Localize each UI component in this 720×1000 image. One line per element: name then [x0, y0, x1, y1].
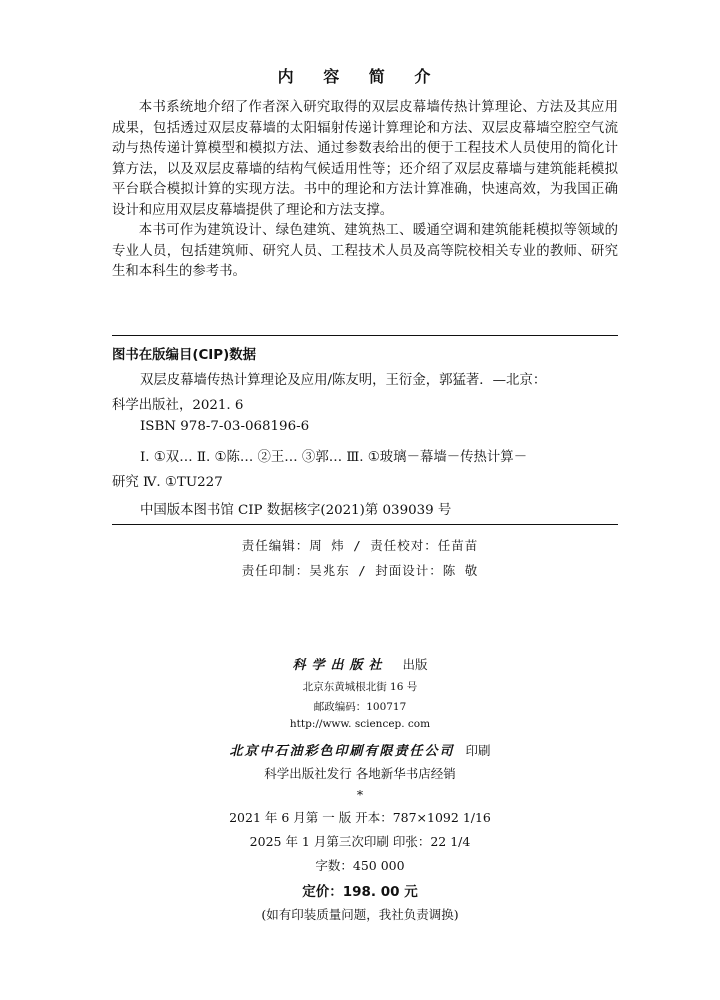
printer-name: 北京中石油彩色印刷有限责任公司 [229, 744, 455, 759]
cip-classification-1: Ⅰ. ①双… Ⅱ. ①陈… ②王… ③郭… Ⅲ. ①玻璃－幕墙－传热计算－ [140, 450, 528, 465]
cip-bottom-rule [112, 524, 618, 525]
cip-classification-2: 研究 Ⅳ. ①TU227 [112, 475, 223, 490]
printer-line [0, 740, 720, 759]
price: 定价：198. 00 元 [302, 884, 418, 900]
intro-paragraph-1: 本书系统地介绍了作者深入研究取得的双层皮幕墙传热计算理论、方法及其应用成果，包括透过双层皮幕墙的太阳辐射传递计算理论和方法、双层皮幕墙空腔空气流动与热传递计算模型和模拟方法、通过参数表给出的便于工程技术人员使用的简化计算方法，以及双层皮幕墙的结构气候适用性等；还介绍了双层皮幕墙与建筑能耗模拟平台联合模拟计算的实现方法。书中的理论和方法计算准确，快速高效，为我国正确设计和应用双层皮幕墙提供了理论和方法支撑。 [112, 100, 618, 218]
publisher-line [0, 654, 720, 673]
page-title: 内 容 简 介 [277, 67, 443, 86]
intro-paragraph-2: 本书可作为建筑设计、绿色建筑、建筑热工、暖通空调和建筑能耗模拟等领域的专业人员，包括建筑师、研究人员、工程技术人员及高等院校相关专业的教师、研究生和本科生的参考书。 [112, 223, 618, 279]
separator-star: * [356, 787, 364, 802]
printing-credits: 责任印制：吴兆东 / 封面设计：陈 敬 [241, 563, 479, 578]
editor-credits: 责任编辑：周 炜 / 责任校对：任苗苗 [241, 538, 479, 553]
cip-isbn: ISBN 978-7-03-068196-6 [140, 419, 310, 434]
cip-top-rule [112, 335, 618, 336]
cip-publisher-line: 科学出版社，2021. 6 [112, 398, 244, 413]
introduction [112, 98, 618, 283]
publisher-url: http://www. sciencep. com [289, 718, 431, 730]
edition-line: 2021 年 6 月第 一 版 开本：787×1092 1/16 [229, 810, 491, 825]
publisher-postcode: 邮政编码：100717 [313, 701, 407, 713]
publisher-name: 科学出版社 [292, 658, 388, 673]
word-count: 字数：450 000 [315, 858, 405, 873]
publisher-suffix: 出版 [402, 657, 428, 672]
printer-suffix: 印刷 [465, 743, 491, 758]
printing-line: 2025 年 1 月第三次印刷 印张：22 1/4 [249, 834, 471, 849]
cip-heading: 图书在版编目(CIP)数据 [112, 348, 256, 363]
cip-record-number: 中国版本图书馆 CIP 数据核字(2021)第 039039 号 [140, 503, 452, 518]
cip-title-line: 双层皮幕墙传热计算理论及应用/陈友明，王衍金，郭猛著．—北京： [140, 373, 547, 388]
quality-notice: (如有印装质量问题，我社负责调换) [261, 907, 459, 922]
publisher-address: 北京东黄城根北街 16 号 [302, 681, 418, 693]
distribution-line: 科学出版社发行 各地新华书店经销 [264, 766, 456, 781]
